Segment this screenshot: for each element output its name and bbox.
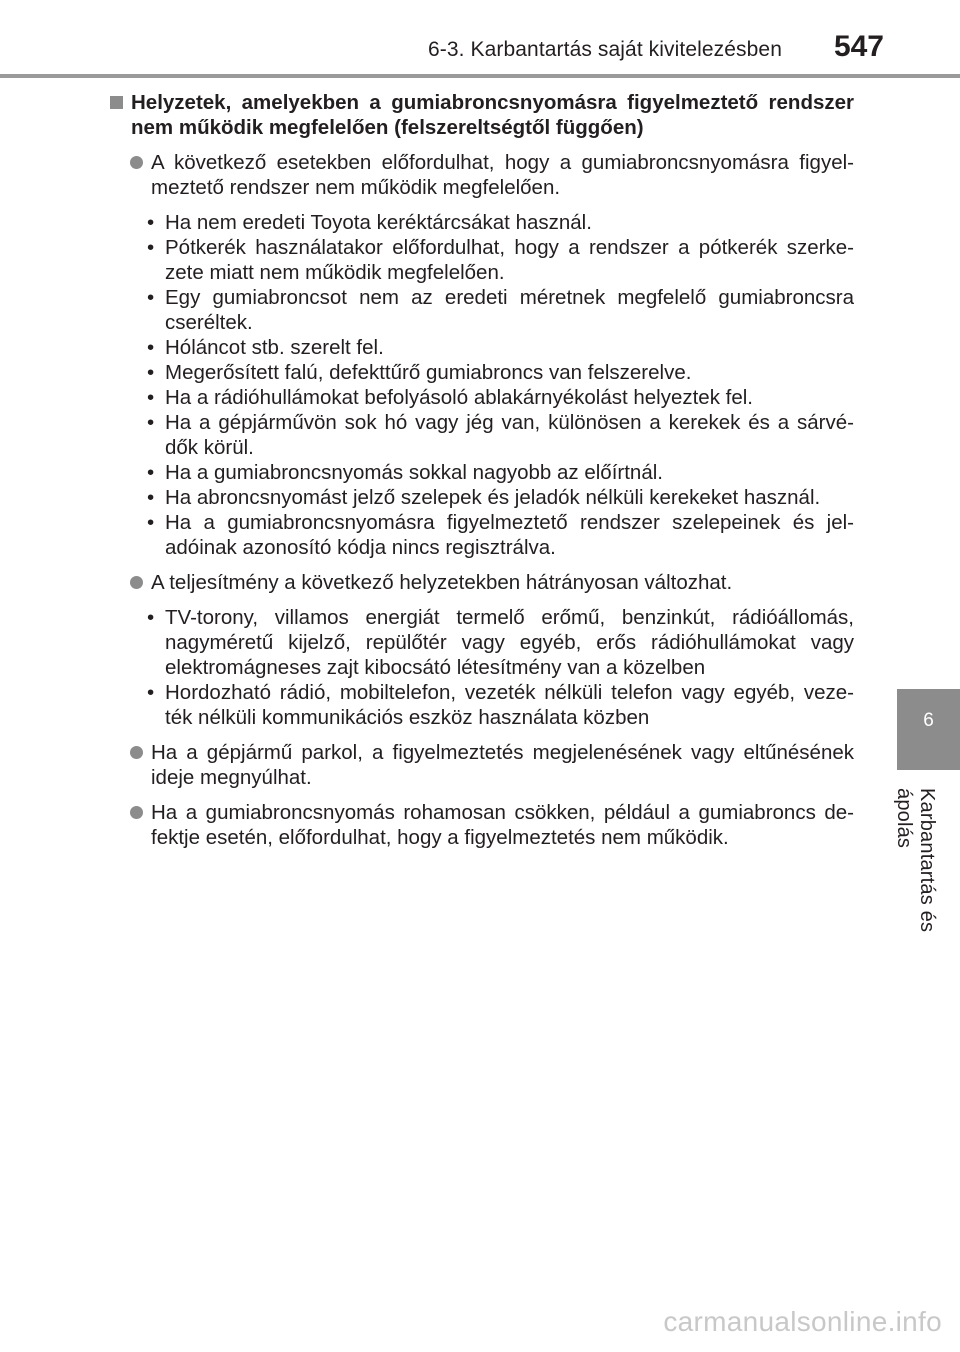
list-item-text: Ha a rádióhullámokat befolyásoló ablakárnyékolást helyeztek fel. — [165, 386, 754, 409]
list-item — [145, 485, 854, 510]
bullet-marker: • — [147, 336, 155, 359]
list-item-text: Ha nem eredeti Toyota keréktárcsákat használ. — [165, 211, 592, 234]
list-item — [145, 210, 854, 235]
chapter-tab: 6 — [897, 689, 960, 770]
list-item — [145, 510, 854, 560]
round-bullet-icon — [130, 156, 143, 169]
bullet-marker: • — [147, 606, 155, 629]
paragraph — [108, 150, 854, 200]
list-item-text: TV-torony, villamos energiát termelő erőmű, benzinkút, rádióállomás, nagyméretű kijelző, repülőtér vagy egyéb, erős rádióhullámokat vagy elektromágneses zajt kibocsátó létesítmény van a közelben — [165, 606, 854, 679]
paragraph-text: A teljesítmény a következő helyzetekben hátrányosan változhat. — [151, 571, 733, 594]
paragraph-list — [108, 150, 854, 850]
round-bullet-icon — [130, 576, 143, 589]
round-bullet-icon — [130, 746, 143, 759]
list-item-text: Hordozható rádió, mobiltelefon, vezeték nélküli telefon vagy egyéb, veze-ték nélküli kommunikációs eszköz használata közben — [165, 681, 854, 729]
bullet-marker: • — [147, 511, 155, 534]
list-item-text: Ha abroncsnyomást jelző szelepek és jeladók nélküli kerekeket használ. — [165, 486, 821, 509]
list-item — [145, 335, 854, 360]
bullet-marker: • — [147, 411, 155, 434]
page-content — [108, 90, 854, 850]
list-item-text: Egy gumiabroncsot nem az eredeti méretnek megfelelő gumiabroncsra cseréltek. — [165, 286, 854, 334]
bullet-marker: • — [147, 236, 155, 259]
bullet-marker: • — [147, 361, 155, 384]
paragraph-text: Ha a gépjármű parkol, a figyelmeztetés megjelenésének vagy eltűnésének ideje megnyúlhat. — [151, 741, 854, 789]
bullet-list — [108, 605, 854, 730]
paragraph-text: Ha a gumiabroncsnyomás rohamosan csökken, például a gumiabroncs de-fektje esetén, előfordulhat, hogy a figyelmeztetés nem működik. — [151, 801, 854, 849]
list-item-text: Hóláncot stb. szerelt fel. — [165, 336, 384, 359]
list-item — [145, 235, 854, 285]
paragraph-text: A következő esetekben előfordulhat, hogy a gumiabroncsnyomásra figyel-meztető rendszer nem működik megfelelően. — [151, 151, 854, 199]
heading-text: Helyzetek, amelyekben a gumiabroncsnyomásra figyelmeztető rendszer nem működik megfelelően (felszereltségtől függően) — [131, 91, 854, 139]
list-item — [145, 680, 854, 730]
list-item-text: Ha a gépjárművön sok hó vagy jég van, különösen a kerekek és a sárvé-dők körül. — [165, 411, 854, 459]
list-item — [145, 410, 854, 460]
bullet-marker: • — [147, 461, 155, 484]
list-item-text: Megerősített falú, defekttűrő gumiabroncs van felszerelve. — [165, 361, 692, 384]
bullet-list — [108, 210, 854, 560]
section-title: 6-3. Karbantartás saját kivitelezésben — [428, 38, 782, 61]
list-item-text: Ha a gumiabroncsnyomás sokkal nagyobb az előírtnál. — [165, 461, 663, 484]
list-item — [145, 605, 854, 680]
list-item — [145, 460, 854, 485]
watermark: carmanualsonline.info — [663, 1306, 942, 1337]
list-item — [145, 360, 854, 385]
bullet-marker: • — [147, 286, 155, 309]
bullet-marker: • — [147, 211, 155, 234]
bullet-marker: • — [147, 386, 155, 409]
header-rule — [0, 74, 960, 78]
paragraph — [108, 800, 854, 850]
bullet-marker: • — [147, 681, 155, 704]
section-heading — [108, 90, 854, 140]
list-item-text: Pótkerék használatakor előfordulhat, hogy a rendszer a pótkerék szerke-zete miatt nem működik megfelelően. — [165, 236, 854, 284]
list-item — [145, 285, 854, 335]
paragraph — [108, 570, 854, 595]
bullet-marker: • — [147, 486, 155, 509]
round-bullet-icon — [130, 806, 143, 819]
list-item — [145, 385, 854, 410]
square-bullet-icon — [110, 96, 123, 109]
paragraph — [108, 740, 854, 790]
chapter-label — [893, 788, 938, 988]
page-number: 547 — [833, 30, 884, 63]
list-item-text: Ha a gumiabroncsnyomásra figyelmeztető rendszer szelepeinek és jel-adóinak azonosító kódja nincs regisztrálva. — [165, 511, 854, 559]
chapter-title: Karbantartás és ápolás — [893, 788, 938, 933]
